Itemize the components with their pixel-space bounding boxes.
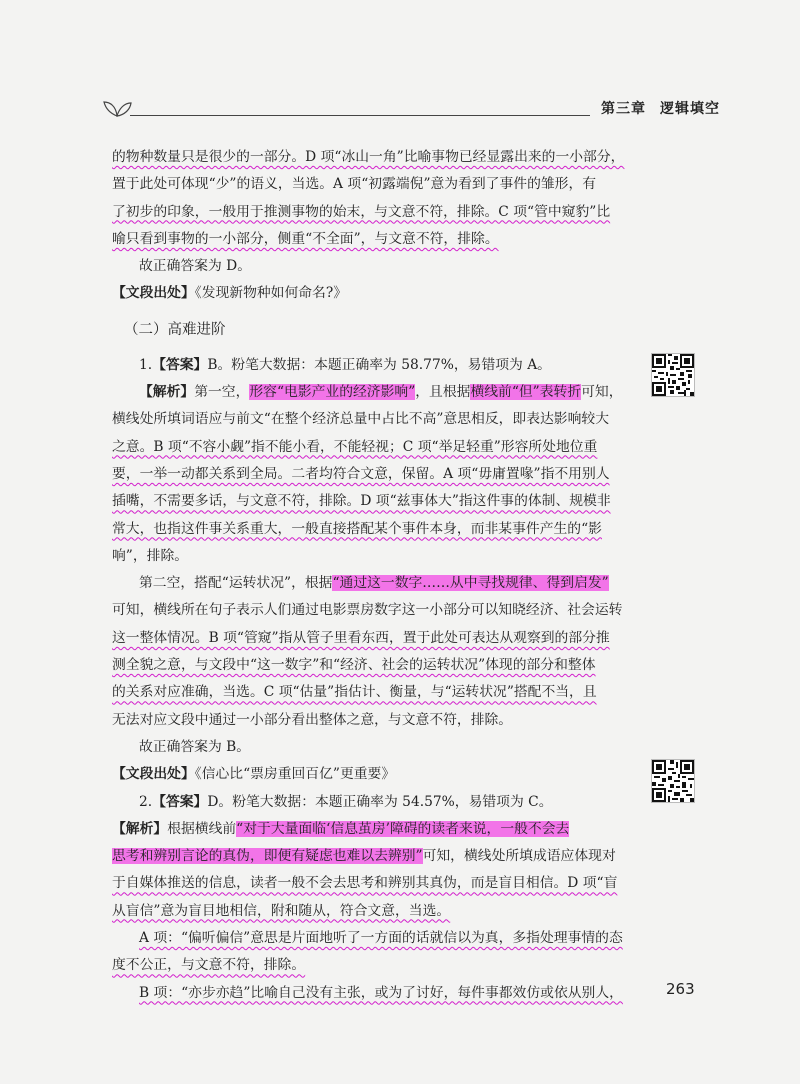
- underlined-text: 从盲信”意为盲目地相信，附和随从，符合文意，当选。: [112, 902, 451, 919]
- text-line: [112, 679, 650, 706]
- highlighted-text: “通过这一数字……从中寻找规律、得到启发”: [332, 575, 609, 592]
- text-line: [112, 898, 650, 925]
- body-text: 可知，: [581, 384, 623, 401]
- underlined-text: 的物种数量只是很少的一部分。D 项“冰山一角”比喻事物已经显露出来的一小部分，: [112, 149, 625, 165]
- answer-line: [112, 352, 650, 379]
- source-title: 《信心比“票房重回百亿”更重要》: [194, 766, 396, 783]
- page-content: [112, 144, 650, 1007]
- analysis-label: 【解析】: [139, 384, 195, 401]
- source-label: 【文段出处】: [112, 766, 195, 783]
- header-rule: [130, 115, 590, 116]
- leaf-ornament-icon: [100, 96, 134, 118]
- source-line: [112, 761, 650, 788]
- body-text: 可知，横线处所填成语应体现对: [422, 848, 616, 865]
- answer-label: 【答案】: [152, 793, 208, 810]
- highlighted-text: 思考和辨别言论的真伪，即便有疑虑也难以去辨别”: [112, 848, 423, 865]
- analysis-label: 【解析】: [112, 820, 168, 837]
- underlined-text: 这一整体情况。B 项“管窥”指从管子里看东西，置于此处可表达从观察到的部分推: [112, 629, 610, 646]
- text-line: [112, 488, 650, 515]
- body-text: 第二空，搭配“运转状况”，根据: [139, 575, 333, 592]
- text-line: [112, 652, 650, 679]
- answer-text: D。粉笔大数据：本题正确率为 54.57%，易错项为 C。: [207, 793, 553, 810]
- text-line: [112, 516, 650, 543]
- question-number: 1.: [139, 356, 153, 373]
- underlined-text: A 项：“偏听偏信”意思是片面地听了一方面的话就信以为真，多指处理事情的态: [139, 930, 623, 947]
- text-line: [112, 843, 650, 870]
- text-line: [112, 570, 650, 597]
- qr-code-icon[interactable]: [651, 759, 695, 803]
- text-line: [112, 171, 650, 198]
- chapter-title: 逻辑填空: [660, 101, 720, 117]
- source-line: [112, 280, 650, 307]
- body-text: 置于此处可体现“少”的语义，当选。A 项“初露端倪”意为看到了事件的雏形，有: [112, 176, 597, 193]
- text-line: [112, 434, 650, 461]
- body-text: 响”，排除。: [112, 547, 189, 564]
- underlined-text: 的关系对应准确，当选。C 项“估量”指估计、衡量，与“运转状况”搭配不当，且: [112, 684, 597, 701]
- text-line: [112, 461, 650, 488]
- highlighted-text: “对于大量面临‘信息茧房’障碍的读者来说，一般不会去: [236, 820, 570, 837]
- underlined-text: 测全貌之意，与文段中“这一数字”和“经济、社会的运转状况”体现的部分和整体: [112, 657, 596, 674]
- page-header: [100, 96, 720, 122]
- body-text: 根据横线前: [167, 820, 237, 837]
- underlined-text: 常大，也指这件事关系重大，一般直接搭配某个事件本身，而非某事件产生的“影: [112, 520, 602, 537]
- source-title: 《发现新物种如何命名?》: [194, 285, 348, 302]
- underlined-text: B 项：“亦步亦趋”比喻自己没有主张，或为了讨好，每件事都效仿或依从别人，: [139, 984, 623, 1001]
- body-text: 可知，横线所在句子表示人们通过电影票房数字这一小部分可以知晓经济、社会运转: [112, 602, 623, 619]
- highlighted-text: 形容“电影产业的经济影响”: [249, 384, 416, 401]
- underlined-text: 要，一举一动都关系到全局。二者均符合文意，保留。A 项“毋庸置喙”指不用别人: [112, 465, 610, 482]
- text-line: [112, 925, 650, 952]
- chapter-heading: [601, 98, 720, 118]
- underlined-text: 了初步的印象，一般用于推测事物的始末，与文意不符，排除。C 项“管中窥豹”比: [112, 203, 611, 220]
- underlined-text: 喻只看到事物的一小部分，侧重“不全面”，与文意不符，排除。: [112, 230, 499, 247]
- text-line: [112, 543, 650, 570]
- underlined-text: 于自媒体推送的信息，读者一般不会去思考和辨别其真伪，而是盲目相信。D 项“盲: [112, 875, 618, 892]
- text-line: [112, 144, 650, 171]
- text-line: [112, 625, 650, 652]
- body-text: 无法对应文段中通过一小部分看出整体之意，与文意不符，排除。: [112, 711, 513, 728]
- section-title: （二）高难进阶: [124, 321, 226, 338]
- analysis-line: [112, 379, 650, 406]
- chapter-number: 第三章: [601, 101, 646, 117]
- conclusion-line: 故正确答案为 D。: [139, 258, 252, 275]
- text-line: [112, 226, 650, 253]
- page-number: 263: [666, 980, 695, 998]
- conclusion-line: 故正确答案为 B。: [139, 738, 251, 755]
- text-line: [112, 199, 650, 226]
- body-text: 横线处所填词语应与前文“在整个经济总量中占比不高”意思相反，即表达影响较大: [112, 411, 609, 428]
- text-line: [112, 870, 650, 897]
- underlined-text: 度不公正，与文意不符，排除。: [112, 957, 306, 974]
- qr-code-icon[interactable]: [651, 353, 695, 397]
- body-text: 第一空，: [194, 384, 250, 401]
- text-line: [112, 980, 650, 1007]
- text-line: [112, 406, 650, 433]
- underlined-text: 插嘴，不需要多话，与文意不符，排除。D 项“兹事体大”指这件事的体制、规模非: [112, 493, 611, 510]
- underlined-text: 之意。B 项“不容小觑”指不能小看，不能轻视；C 项“举足轻重”形容所处地位重: [112, 438, 598, 455]
- source-label: 【文段出处】: [112, 285, 195, 302]
- text-line: [112, 952, 650, 979]
- question-number: 2.: [139, 793, 153, 810]
- text-line: [112, 707, 650, 734]
- highlighted-text: 横线前“但”表转折: [470, 384, 582, 401]
- analysis-line: [112, 816, 650, 843]
- answer-label: 【答案】: [152, 356, 208, 373]
- text-line: [112, 597, 650, 624]
- answer-text: B。粉笔大数据：本题正确率为 58.77%，易错项为 A。: [207, 356, 551, 373]
- body-text: ，且根据: [415, 384, 471, 401]
- answer-line: [112, 789, 650, 816]
